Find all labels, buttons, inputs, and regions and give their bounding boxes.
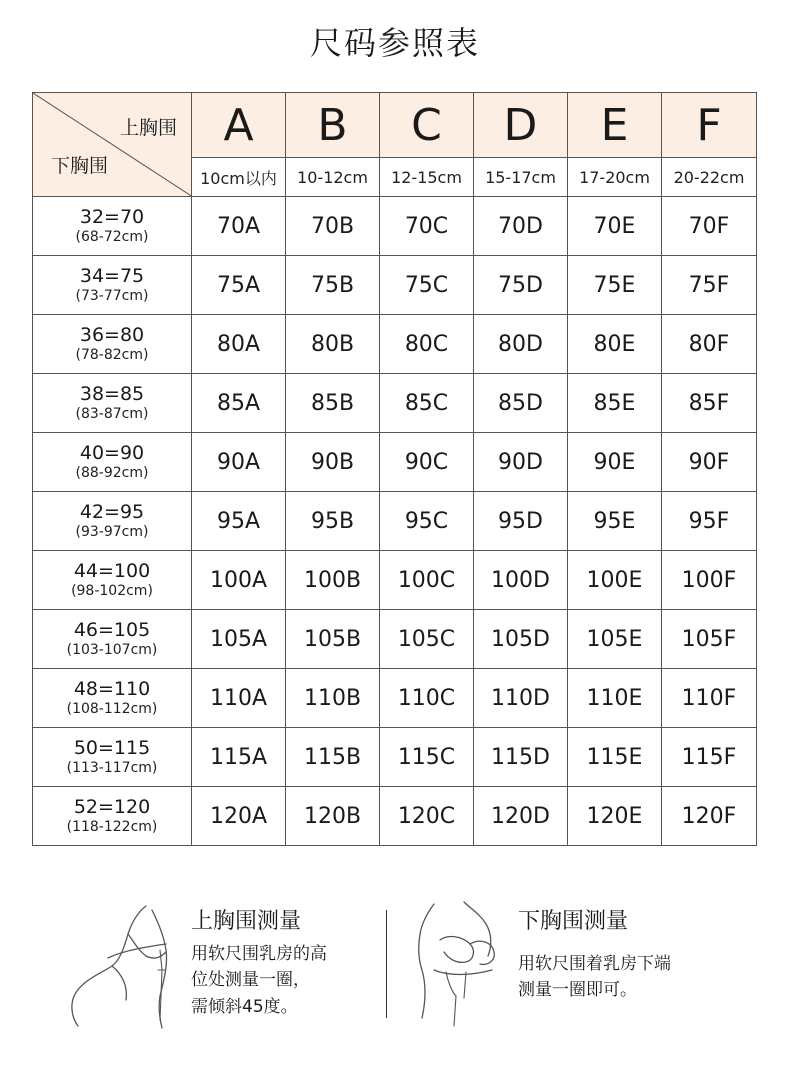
- cup-range-f: 20-22cm: [662, 158, 757, 197]
- upper-bust-guide-title: 上胸围测量: [191, 909, 302, 934]
- size-cell: 100B: [286, 551, 380, 610]
- size-cell: 110B: [286, 669, 380, 728]
- size-cell: 100C: [380, 551, 474, 610]
- table-row: [33, 492, 757, 551]
- size-cell: 100D: [474, 551, 568, 610]
- cup-range-b: 10-12cm: [286, 158, 380, 197]
- size-cell: 90F: [662, 433, 757, 492]
- band-size-range: (78-82cm): [75, 347, 149, 363]
- size-cell: 95B: [286, 492, 380, 551]
- table-row: [33, 256, 757, 315]
- band-size-label: 32=70: [79, 206, 145, 229]
- band-size-range: (98-102cm): [71, 583, 153, 599]
- band-size-cell: [33, 669, 192, 728]
- band-size-range: (83-87cm): [75, 406, 149, 422]
- size-cell: 110D: [474, 669, 568, 728]
- size-cell: 95A: [192, 492, 286, 551]
- band-size-cell: [33, 787, 192, 846]
- size-cell: 100A: [192, 551, 286, 610]
- table-row: [33, 433, 757, 492]
- size-cell: 85C: [380, 374, 474, 433]
- size-cell: 100E: [568, 551, 662, 610]
- size-cell: 85A: [192, 374, 286, 433]
- size-cell: 105C: [380, 610, 474, 669]
- under-bust-measure-figure-icon: [404, 900, 514, 1030]
- band-size-cell: [33, 315, 192, 374]
- under-bust-label: 下胸围: [51, 155, 109, 177]
- cup-letter-a: A: [192, 93, 286, 158]
- band-size-range: (73-77cm): [75, 288, 149, 304]
- size-cell: 85F: [662, 374, 757, 433]
- size-cell: 75A: [192, 256, 286, 315]
- band-size-range: (68-72cm): [75, 229, 149, 245]
- size-cell: 80D: [474, 315, 568, 374]
- cup-range-e: 17-20cm: [568, 158, 662, 197]
- band-size-range: (88-92cm): [75, 465, 149, 481]
- size-cell: 75E: [568, 256, 662, 315]
- size-cell: 75B: [286, 256, 380, 315]
- table-row: [33, 374, 757, 433]
- size-cell: 95D: [474, 492, 568, 551]
- size-cell: 70D: [474, 197, 568, 256]
- band-size-range: (118-122cm): [66, 819, 158, 835]
- band-size-cell: [33, 551, 192, 610]
- under-bust-guide: [404, 890, 724, 1030]
- band-size-range: (113-117cm): [66, 760, 158, 776]
- band-size-cell: [33, 433, 192, 492]
- size-chart-table: [32, 92, 757, 846]
- table-row: [33, 551, 757, 610]
- size-cell: 85B: [286, 374, 380, 433]
- cup-range-c: 12-15cm: [380, 158, 474, 197]
- size-cell: 105D: [474, 610, 568, 669]
- band-size-range: (108-112cm): [66, 701, 158, 717]
- cup-range-d: 15-17cm: [474, 158, 568, 197]
- band-size-cell: [33, 256, 192, 315]
- page-title: 尺码参照表: [309, 24, 480, 62]
- size-cell: 80E: [568, 315, 662, 374]
- cup-letter-e: E: [568, 93, 662, 158]
- size-cell: 120E: [568, 787, 662, 846]
- size-cell: 95F: [662, 492, 757, 551]
- band-size-cell: [33, 374, 192, 433]
- band-size-label: 40=90: [79, 442, 145, 465]
- size-cell: 80B: [286, 315, 380, 374]
- band-size-label: 52=120: [73, 796, 151, 819]
- size-cell: 75C: [380, 256, 474, 315]
- size-cell: 90C: [380, 433, 474, 492]
- size-cell: 120F: [662, 787, 757, 846]
- size-cell: 120B: [286, 787, 380, 846]
- table-row: [33, 787, 757, 846]
- size-cell: 70B: [286, 197, 380, 256]
- upper-bust-guide-text: 用软尺围乳房的高 位处测量一圈， 需倾斜45度。: [191, 944, 327, 1017]
- table-row: [33, 610, 757, 669]
- size-cell: 75D: [474, 256, 568, 315]
- table-row: [33, 669, 757, 728]
- table-row: [33, 315, 757, 374]
- table-row: [33, 728, 757, 787]
- band-size-label: 50=115: [73, 737, 151, 760]
- band-size-cell: [33, 610, 192, 669]
- upper-bust-guide: [68, 890, 368, 1030]
- size-cell: 115F: [662, 728, 757, 787]
- size-cell: 105E: [568, 610, 662, 669]
- size-cell: 120A: [192, 787, 286, 846]
- band-size-label: 34=75: [79, 265, 145, 288]
- upper-bust-label: 上胸围: [119, 117, 177, 139]
- band-size-label: 42=95: [79, 501, 145, 524]
- band-size-cell: [33, 492, 192, 551]
- band-size-cell: [33, 728, 192, 787]
- size-cell: 115C: [380, 728, 474, 787]
- band-size-range: (103-107cm): [66, 642, 158, 658]
- band-size-label: 46=105: [73, 619, 151, 642]
- band-size-label: 38=85: [79, 383, 145, 406]
- size-cell: 100F: [662, 551, 757, 610]
- size-cell: 90A: [192, 433, 286, 492]
- size-cell: 80A: [192, 315, 286, 374]
- size-cell: 110F: [662, 669, 757, 728]
- size-cell: 105B: [286, 610, 380, 669]
- band-size-cell: [33, 197, 192, 256]
- size-cell: 115A: [192, 728, 286, 787]
- size-cell: 105F: [662, 610, 757, 669]
- size-cell: 90B: [286, 433, 380, 492]
- size-cell: 70E: [568, 197, 662, 256]
- size-cell: 110E: [568, 669, 662, 728]
- size-cell: 120C: [380, 787, 474, 846]
- size-cell: 95C: [380, 492, 474, 551]
- size-cell: 95E: [568, 492, 662, 551]
- size-cell: 115D: [474, 728, 568, 787]
- size-cell: 90E: [568, 433, 662, 492]
- diagonal-line: [33, 93, 191, 196]
- size-cell: 115E: [568, 728, 662, 787]
- size-cell: 70A: [192, 197, 286, 256]
- cup-letter-c: C: [380, 93, 474, 158]
- size-cell: 120D: [474, 787, 568, 846]
- size-cell: 75F: [662, 256, 757, 315]
- size-cell: 80C: [380, 315, 474, 374]
- band-size-label: 48=110: [73, 678, 151, 701]
- cup-letter-f: F: [662, 93, 757, 158]
- size-cell: 110A: [192, 669, 286, 728]
- size-cell: 115B: [286, 728, 380, 787]
- size-cell: 70C: [380, 197, 474, 256]
- cup-letter-d: D: [474, 93, 568, 158]
- corner-cell: [33, 93, 192, 197]
- size-cell: 105A: [192, 610, 286, 669]
- under-bust-guide-title: 下胸围测量: [518, 909, 629, 934]
- guide-divider: [386, 910, 387, 1018]
- size-cell: 85E: [568, 374, 662, 433]
- header-letter-row: [33, 93, 757, 158]
- size-cell: 70F: [662, 197, 757, 256]
- cup-letter-b: B: [286, 93, 380, 158]
- size-cell: 85D: [474, 374, 568, 433]
- band-size-label: 36=80: [79, 324, 145, 347]
- cup-range-a: 10cm以内: [192, 158, 286, 197]
- upper-bust-measure-figure-icon: [68, 900, 188, 1030]
- size-cell: 80F: [662, 315, 757, 374]
- band-size-label: 44=100: [73, 560, 151, 583]
- band-size-range: (93-97cm): [75, 524, 149, 540]
- size-cell: 110C: [380, 669, 474, 728]
- under-bust-guide-text: 用软尺围着乳房下端 测量一圈即可。: [518, 954, 671, 1001]
- size-cell: 90D: [474, 433, 568, 492]
- table-row: [33, 197, 757, 256]
